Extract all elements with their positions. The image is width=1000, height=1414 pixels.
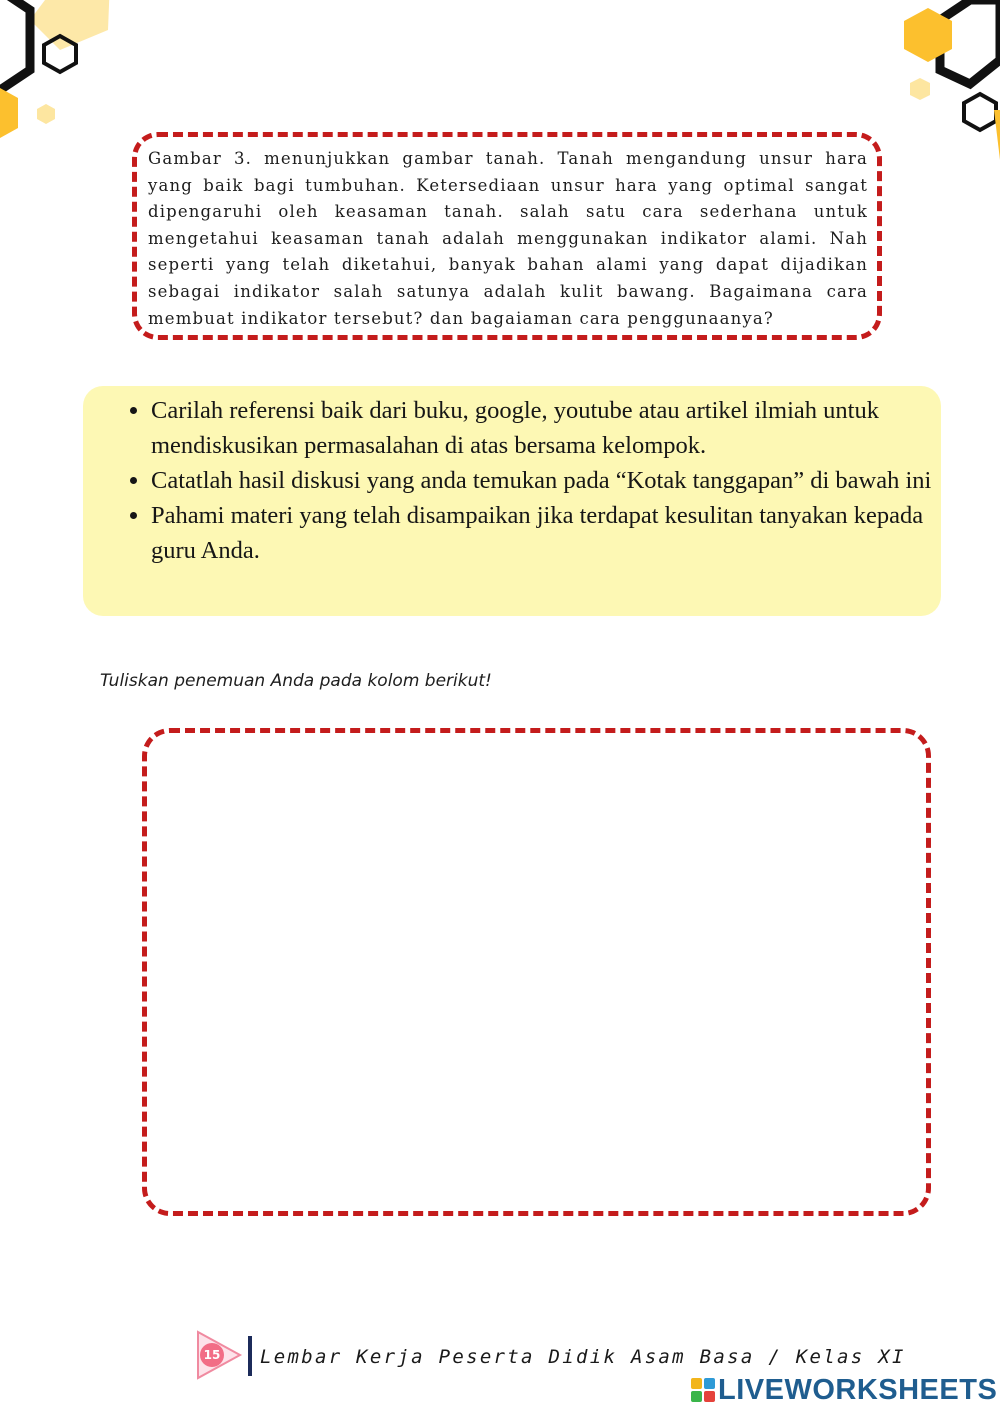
task-item: • Carilah referensi baik dari buku, google, youtube atau artikel ilmiah untuk mendiskusikan permasalahan di atas bersama kelompok. bbox=[151, 393, 941, 463]
answer-response-box[interactable] bbox=[142, 728, 931, 1216]
liveworksheets-logo-icon bbox=[690, 1377, 716, 1403]
hexagon-decoration-top-right-icon bbox=[890, 0, 1000, 160]
hexagon-decoration-top-left-icon bbox=[0, 0, 120, 140]
page-number: 15 bbox=[203, 1348, 221, 1362]
task-item: • Catatlah hasil diskusi yang anda temukan pada “Kotak tanggapan” di bawah ini bbox=[151, 463, 941, 498]
footer-divider bbox=[248, 1336, 252, 1376]
liveworksheets-brand bbox=[690, 1374, 997, 1406]
footer-title: Lembar Kerja Peserta Didik Asam Basa / Kelas XI bbox=[260, 1346, 906, 1368]
task-list bbox=[115, 393, 941, 568]
answer-instruction: Tuliskan penemuan Anda pada kolom berikut! bbox=[100, 671, 492, 691]
brand-name: LIVEWORKSHEETS bbox=[718, 1373, 998, 1406]
intro-paragraph: Gambar 3. menunjukkan gambar tanah. Tanah mengandung unsur hara yang baik bagi tumbuhan. Ketersediaan unsur hara yang optimal sangat dipengaruhi oleh keasaman tanah. salah satu cara sederhana untuk mengetahui keasaman tanah adalah menggunakan indikator alami. Nah seperti yang telah diketahui, banyak bahan alami yang dapat dijadikan sebagai indikator salah satunya adalah kulit bawang. Bagaimana cara membuat indikator tersebut? dan bagaiaman cara penggunaanya? bbox=[148, 149, 868, 328]
task-item: • Pahami materi yang telah disampaikan jika terdapat kesulitan tanyakan kepada guru Anda. bbox=[151, 498, 941, 568]
